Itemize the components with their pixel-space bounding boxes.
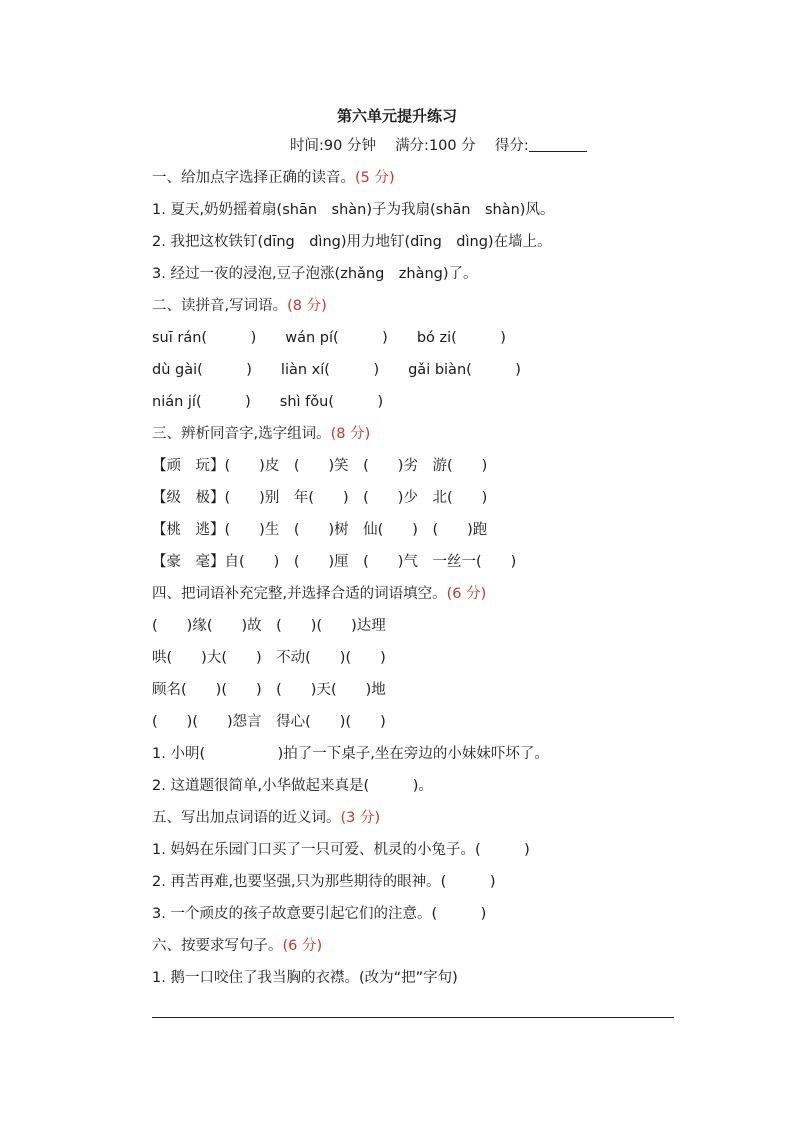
section-5-item-3: 3. 一个顽皮的孩子故意要引起它们的注意。( ) bbox=[152, 906, 487, 922]
section-3-row-3: 【桃 逃】( )生 ( )树 仙( ) ( )跑 bbox=[152, 522, 488, 538]
answer-line[interactable] bbox=[152, 1017, 674, 1018]
section-4-fill-1: 1. 小明( )拍了一下桌子,坐在旁边的小妹妹吓坏了。 bbox=[152, 746, 549, 762]
section-4-row-1: ( )缘( )故 ( )( )达理 bbox=[152, 618, 386, 634]
section-2-row-2: dù gài( ) liàn xí( ) gǎi biàn( ) bbox=[152, 362, 521, 378]
section-4-heading: 四、把词语补充完整,并选择合适的词语填空。(6 分) bbox=[152, 586, 487, 602]
section-4-fill-2: 2. 这道题很简单,小华做起来真是( )。 bbox=[152, 778, 433, 794]
section-3-row-4: 【豪 毫】自( ) ( )厘 ( )气 一丝一( ) bbox=[152, 554, 517, 570]
time-limit: 时间:90 分钟 bbox=[290, 138, 376, 154]
section-5-score: (3 分) bbox=[340, 810, 381, 826]
section-6-item-1: 1. 鹅一口咬住了我当胸的衣襟。(改为“把”字句) bbox=[152, 970, 458, 986]
section-3-heading: 三、辨析同音字,选字组词。(8 分) bbox=[152, 426, 371, 442]
section-2-heading: 二、读拼音,写词语。(8 分) bbox=[152, 298, 327, 314]
section-4-score: (6 分) bbox=[446, 586, 487, 602]
section-4-row-3: 顾名( )( ) ( )天( )地 bbox=[152, 682, 386, 698]
section-6-score: (6 分) bbox=[282, 938, 323, 954]
section-5-heading: 五、写出加点词语的近义词。(3 分) bbox=[152, 810, 381, 826]
section-5-item-1: 1. 妈妈在乐园门口买了一只可爱、机灵的小兔子。( ) bbox=[152, 842, 530, 858]
section-1-heading: 一、给加点字选择正确的读音。(5 分) bbox=[152, 170, 395, 186]
section-6-heading: 六、按要求写句子。(6 分) bbox=[152, 938, 323, 954]
score-label: 得分: bbox=[494, 138, 529, 154]
section-5-item-2: 2. 再苦再难,也要坚强,只为那些期待的眼神。( ) bbox=[152, 874, 496, 890]
exam-meta bbox=[290, 136, 587, 156]
full-score: 满分:100 分 bbox=[395, 138, 476, 154]
section-3-score: (8 分) bbox=[330, 426, 371, 442]
section-2-score: (8 分) bbox=[287, 298, 327, 314]
section-4-row-4: ( )( )怨言 得心( )( ) bbox=[152, 714, 386, 730]
section-1-item-1: 1. 夏天,奶奶摇着扇(shān shàn)子为我扇(shān shàn)风。 bbox=[152, 202, 555, 218]
section-1-item-2: 2. 我把这枚铁钉(dīng dìng)用力地钉(dīng dìng)在墙上。 bbox=[152, 234, 552, 250]
section-1-score: (5 分) bbox=[355, 170, 395, 186]
section-4-row-2: 哄( )大( ) 不动( )( ) bbox=[152, 650, 386, 666]
section-3-row-2: 【级 极】( )别 年( ) ( )少 北( ) bbox=[152, 490, 488, 506]
section-2-row-1: suī rán( ) wán pí( ) bó zi( ) bbox=[152, 330, 506, 346]
section-1-item-3: 3. 经过一夜的浸泡,豆子泡涨(zhǎng zhàng)了。 bbox=[152, 266, 478, 282]
page-title: 第六单元提升练习 bbox=[336, 107, 457, 125]
section-2-row-3: nián jí( ) shì fǒu( ) bbox=[152, 394, 384, 410]
section-3-row-1: 【顽 玩】( )皮 ( )笑 ( )劣 游( ) bbox=[152, 458, 488, 474]
score-blank[interactable] bbox=[529, 137, 587, 152]
